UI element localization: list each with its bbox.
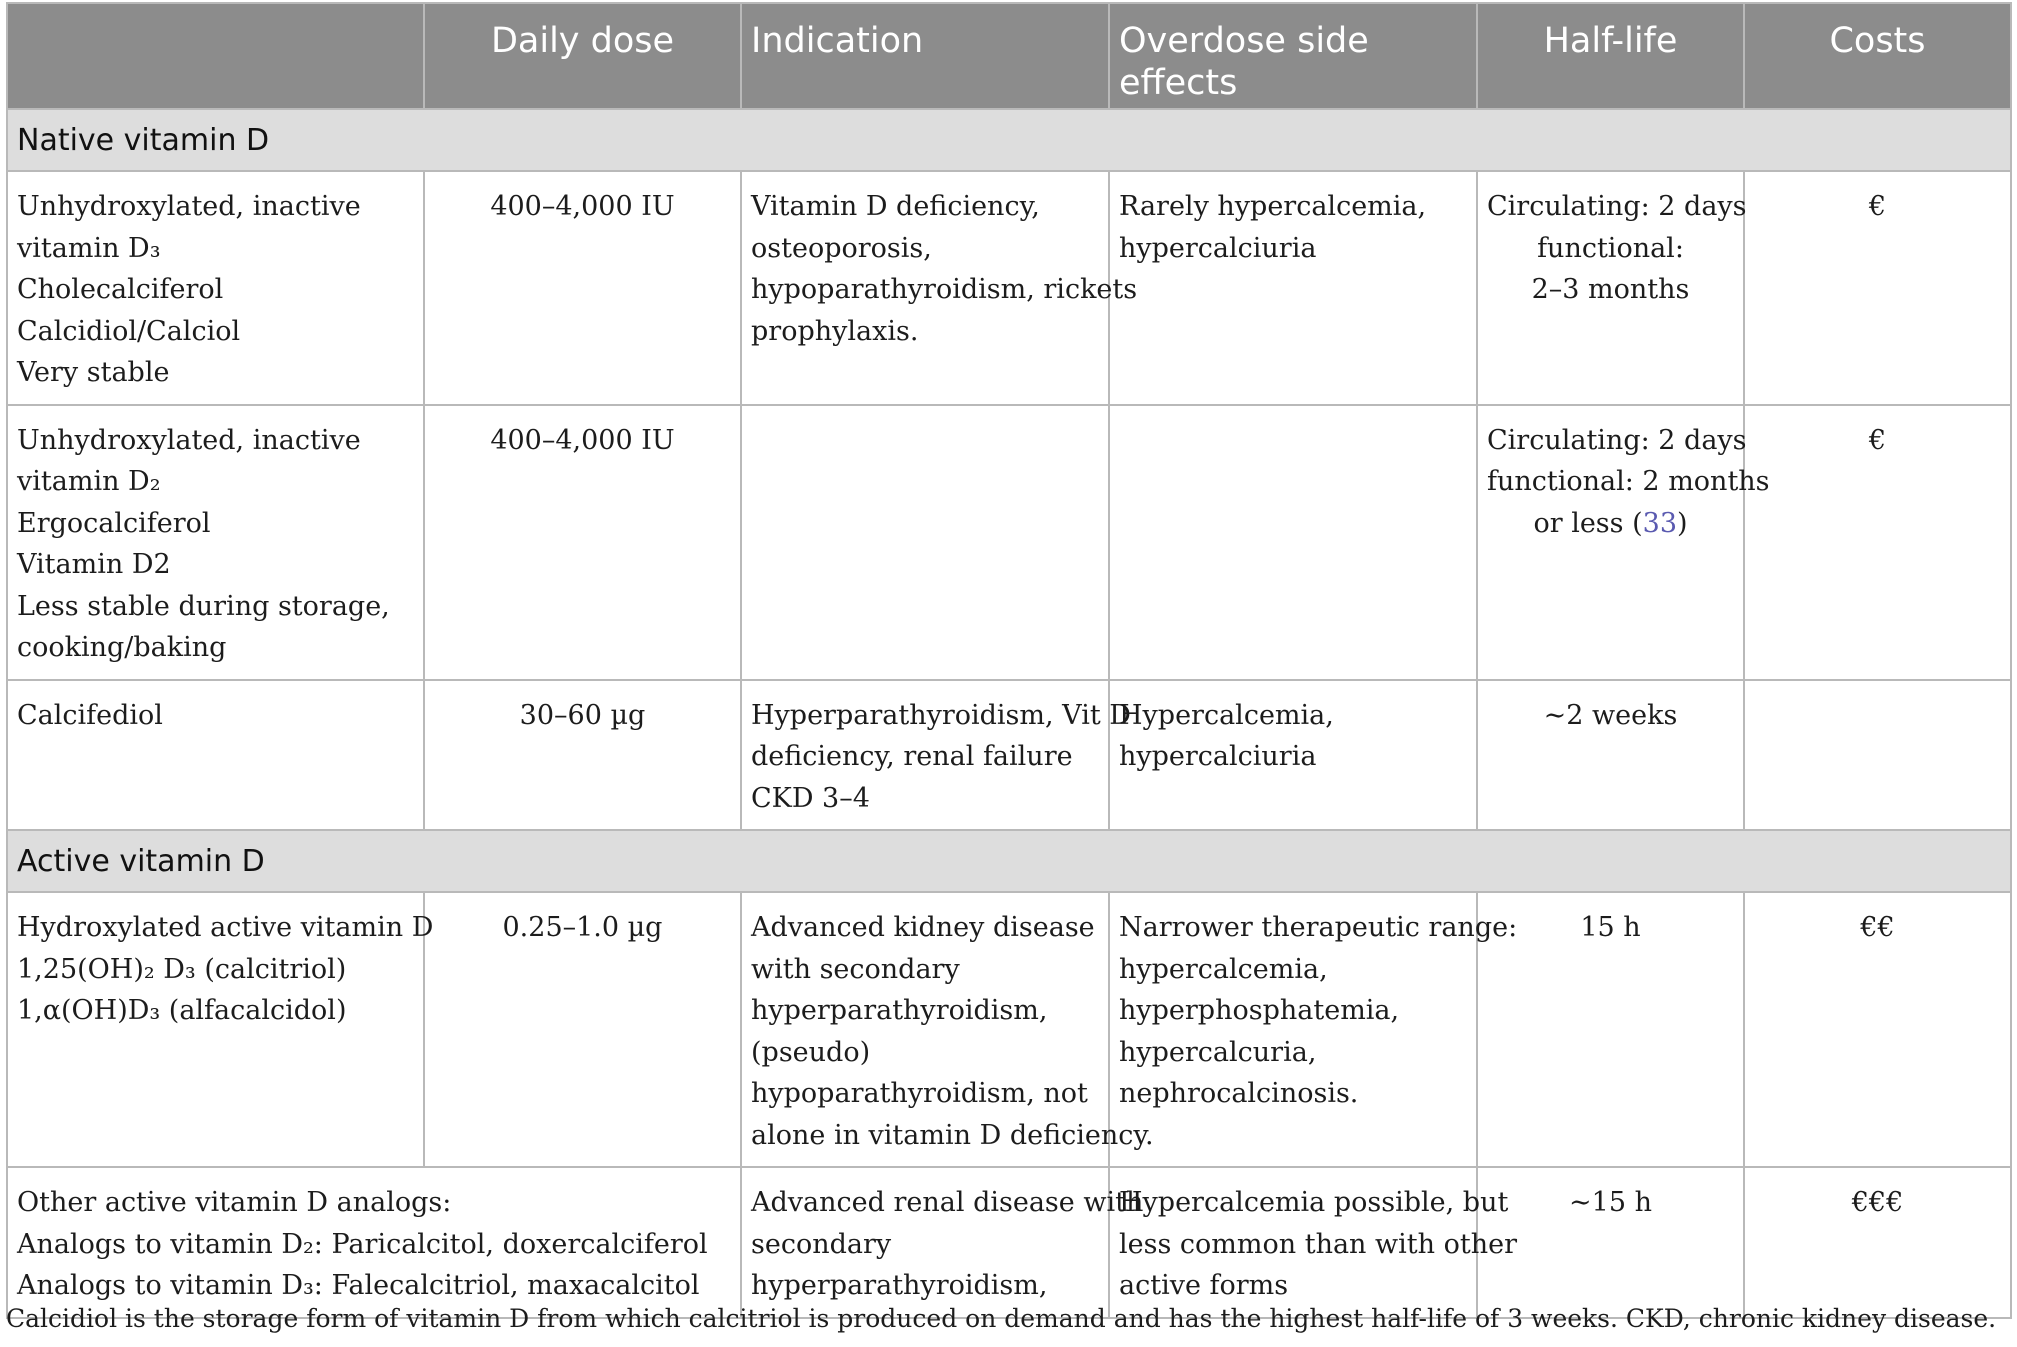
cell-line: 15 h: [1580, 912, 1641, 943]
overdose-cell: [1109, 171, 1477, 405]
section-title-active: Active vitamin D: [7, 830, 2011, 892]
cell-line: Calcifediol: [17, 699, 163, 731]
table-caption: Calcidiol is the storage form of vitamin D from which calcitriol is produced on demand and has the highest half-life of 3 weeks. CKD, chronic kidney disease.: [6, 1304, 1997, 1333]
indication-cell: [741, 1167, 1144, 1318]
cost-cell: €€: [1744, 892, 2011, 1167]
cell-line: hypoparathyroidism, not: [751, 1078, 1088, 1109]
overdose-cell: [1109, 680, 1477, 831]
cell-line: hypercalciuria: [1119, 232, 1317, 264]
cell-line: Narrower therapeutic range:: [1119, 912, 1518, 943]
cell-line: hypoparathyroidism, rickets: [751, 274, 1138, 305]
overdose-cell: [1109, 1167, 1517, 1318]
table-row: [7, 680, 2011, 831]
header-cell-overdose: Overdose side effects: [1109, 3, 1477, 109]
cell-line: prophylaxis.: [751, 315, 919, 347]
cell-line: functional:: [1537, 232, 1684, 264]
table-row: [7, 171, 2011, 405]
cell-line: 1,α(OH)D₃ (alfacalcidol): [17, 995, 347, 1026]
cost-cell: €€€: [1744, 1167, 2011, 1318]
cell-line: hyperphosphatemia,: [1119, 995, 1400, 1026]
cell-line: secondary: [751, 1228, 892, 1260]
row-name-cell: [7, 892, 434, 1167]
cell-line: Less stable during storage,: [17, 590, 390, 622]
half-life-text: ): [1677, 507, 1688, 539]
cell-line: Advanced kidney disease: [751, 912, 1095, 943]
table-row: [7, 1167, 2011, 1318]
cell-line: hypercalcuria,: [1119, 1036, 1317, 1068]
half-life-cell: [1477, 680, 1744, 831]
cell-line: alone in vitamin D deficiency.: [751, 1119, 1154, 1151]
cell-line: Circulating: 2 days: [1487, 191, 1747, 222]
cell-line: Unhydroxylated, inactive: [17, 191, 361, 222]
section-row-active: [7, 830, 2011, 892]
cell-line: vitamin D₃: [17, 232, 161, 264]
header-cell-costs: Costs: [1744, 3, 2011, 109]
cell-line: Hypercalcemia possible, but: [1119, 1187, 1509, 1218]
dose-cell: 400–4,000 IU: [424, 171, 741, 405]
section-title-native: Native vitamin D: [7, 109, 2011, 171]
cell-line: Calcidiol/Calciol: [17, 315, 241, 347]
cell-line: Analogs to vitamin D₂: Paricalcitol, doxercalciferol: [17, 1228, 708, 1260]
row-name-cell: [7, 680, 424, 831]
cell-line: active forms: [1119, 1270, 1289, 1301]
cell-line: nephrocalcinosis.: [1119, 1078, 1359, 1109]
cell-line: hyperparathyroidism,: [751, 995, 1048, 1026]
row-name-cell: [7, 1167, 741, 1318]
vitamin-d-table: [6, 2, 2012, 1319]
header-row: [7, 3, 2011, 109]
cell-line: hypercalcemia,: [1119, 953, 1328, 985]
reference-link[interactable]: 33: [1642, 507, 1677, 539]
cell-line: less common than with other: [1119, 1228, 1517, 1260]
half-life-cell: [1477, 892, 1744, 1167]
cell-line: hypercalciuria: [1119, 741, 1317, 772]
header-cell-indication: Indication: [741, 3, 1109, 109]
cell-line: Hydroxylated active vitamin D: [17, 912, 434, 943]
overdose-cell: [1109, 405, 1477, 680]
cell-line: Vitamin D2: [17, 549, 171, 580]
cell-line: Cholecalciferol: [17, 274, 224, 305]
cell-line: Ergocalciferol: [17, 507, 211, 539]
section-row-native: [7, 109, 2011, 171]
cell-line: functional: 2 months: [1487, 466, 1770, 497]
half-life-cell: [1477, 1167, 1744, 1318]
vitamin-d-table-container: [6, 2, 2010, 1319]
cell-line: cooking/baking: [17, 632, 227, 663]
cost-cell: €: [1744, 405, 2011, 680]
cell-line: Analogs to vitamin D₃: Falecalcitriol, maxacalcitol: [17, 1270, 700, 1301]
cell-line: osteoporosis,: [751, 232, 932, 264]
cell-line: with secondary: [751, 953, 960, 985]
header-cell-half-life: Half-life: [1477, 3, 1744, 109]
table-row: [7, 405, 2011, 680]
overdose-cell: [1109, 892, 1518, 1167]
indication-cell: [741, 405, 1109, 680]
cell-line: 2–3 months: [1531, 274, 1690, 305]
cell-line: ∼2 weeks: [1543, 699, 1678, 731]
cell-line: ∼15 h: [1569, 1187, 1652, 1218]
cell-line: Very stable: [17, 357, 170, 388]
cell-line: Rarely hypercalcemia,: [1119, 191, 1427, 222]
row-name-cell: [7, 171, 424, 405]
cell-line: Advanced renal disease with: [751, 1187, 1144, 1218]
indication-cell: [741, 680, 1131, 831]
cell-line: Hypercalcemia,: [1119, 699, 1334, 731]
half-life-cell: [1477, 405, 1770, 680]
cell-line: deficiency, renal failure: [751, 741, 1073, 772]
cell-line: Unhydroxylated, inactive: [17, 424, 361, 456]
indication-cell: [741, 892, 1154, 1167]
row-name-cell: [7, 405, 424, 680]
half-life-text: or less (: [1533, 507, 1643, 539]
dose-cell: 30–60 µg: [424, 680, 741, 831]
table-row: [7, 892, 2011, 1167]
half-life-cell: [1477, 171, 1747, 405]
cell-line: CKD 3–4: [751, 782, 870, 814]
dose-cell: 0.25–1.0 µg: [424, 892, 741, 1167]
header-cell-daily-dose: Daily dose: [424, 3, 741, 109]
cost-cell: €: [1744, 171, 2011, 405]
cell-line: Vitamin D deficiency,: [751, 191, 1040, 222]
cell-line: Hyperparathyroidism, Vit D: [751, 699, 1131, 731]
cell-line: Other active vitamin D analogs:: [17, 1187, 452, 1218]
cell-line: 1,25(OH)₂ D₃ (calcitriol): [17, 953, 347, 985]
cell-line: vitamin D₂: [17, 466, 161, 497]
cell-line: (pseudo): [751, 1036, 871, 1068]
cell-line: hyperparathyroidism,: [751, 1270, 1048, 1301]
cell-line: [1487, 503, 1734, 545]
dose-cell: 400–4,000 IU: [424, 405, 741, 680]
cost-cell: [1744, 680, 2011, 831]
cell-line: Circulating: 2 days: [1487, 424, 1747, 456]
header-cell-name: [7, 3, 424, 109]
indication-cell: [741, 171, 1138, 405]
